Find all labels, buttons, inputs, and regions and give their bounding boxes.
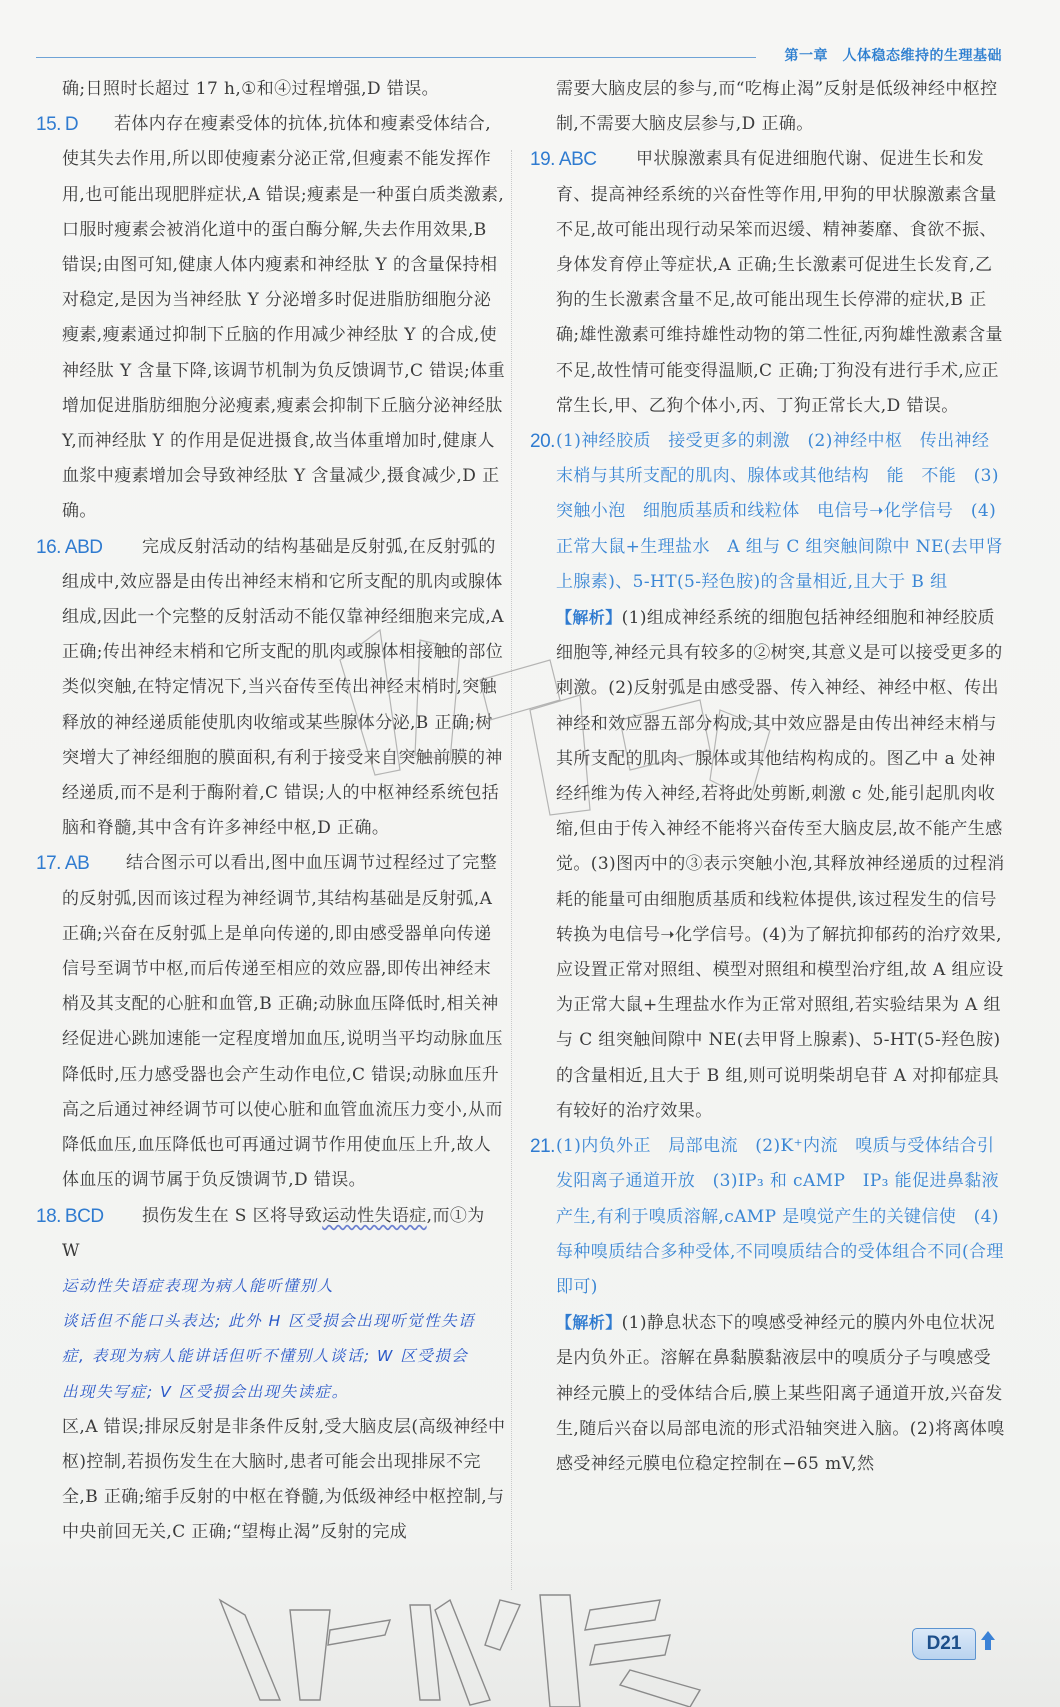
answer-text: (1)内负外正 局部电流 (2)K⁺内流 嗅质与受体结合引发阳离子通道开放 (3)IP₃ 和 cAMP IP₃ 能促进鼻黏液产生,有利于嗅质溶解,cAMP 是嗅觉产生的关键信使 (4)每种嗅质结合多种受体,不同嗅质结合的受体组合不同(合理即可) [556,1136,1004,1297]
explanation-text: 甲状腺激素具有促进细胞代谢、促进生长和发育、提高神经系统的兴奋性等作用,甲狗的甲状腺激素含量不足,故可能出现行动呆笨而迟缓、精神萎靡、食欲不振、身体发育停止等症状,A 正确;生长激素可促进生长发育,乙狗的生长激素含量不足,故可能出现生长停滞的症状,B 正确;雄性激素可维持雄性动物的第二性征,丙狗雄性激素含量不足,故性情可能变得温顺,C 正确;丁狗没有进行手术,应正常生长,甲、乙狗个体小,丙、丁狗正常长大,D 错误。 [556,149,1003,416]
analysis [556,600,1006,1129]
question-number: 21. [530,1136,555,1158]
question-number: 19. ABC [530,149,597,171]
right-column [530,72,1006,1482]
question-number: 16. ABD [36,536,103,558]
question-number: 15. D [36,114,79,136]
page-number-badge: D21 [912,1628,976,1660]
explanation-text: 若体内存在瘦素受体的抗体,抗体和瘦素受体结合,使其失去作用,所以即使瘦素分泌正常,但瘦素不能发挥作用,也可能出现肥胖症状,A 错误;瘦素是一种蛋白质类激素,口服时瘦素会被消化道中的蛋白酶分解,失去作用效果,B 错误;由图可知,健康人体内瘦素和神经肽 Y 的含量保持相对稳定,是因为当神经肽 Y 分泌增多时促进脂肪细胞分泌瘦素,瘦素通过抑制下丘脑的作用减少神经肽 Y 的合成,使神经肽 Y 含量下降,该调节机制为负反馈调节,C 错误;体重增加促进脂肪细胞分泌瘦素,瘦素会抑制下丘脑分泌神经肽 Y,而神经肽 Y 的作用是促进摄食,故当体重增加时,健康人血浆中瘦素增加会导致神经肽 Y 含量减少,摄食减少,D 正确。 [62,114,505,522]
question-number: 17. AB [36,853,90,875]
column-divider [511,150,512,1590]
analysis [556,1305,1006,1482]
watermark-logo [200,1590,720,1707]
question-number: 20. [530,431,555,453]
analysis-text: (1)组成神经系统的细胞包括神经细胞和神经胶质细胞等,神经元具有较多的②树突,其意义是可以接受更多的刺激。(2)反射弧是由感受器、传入神经、神经中枢、传出神经和效应器五部分构成,其中效应器是由传出神经末梢与其所支配的肌肉、腺体或其他结构构成的。图乙中 a 处神经纤维为传入神经,若将此处剪断,刺激 c 处,能引起肌肉收缩,但由于传入神经不能将兴奋传至大脑皮层,故不能产生感觉。(3)图丙中的③表示突触小泡,其释放神经递质的过程消耗的能量可由细胞质基质和线粒体提供,该过程发生的信号转换为电信号➝化学信号。(4)为了解抗抑郁药的治疗效果,应设置正常对照组、模型对照组和模型治疗组,故 A 组应设为正常大鼠+生理盐水作为正常对照组,若实验结果为 A 组与 C 组突触间隙中 NE(去甲肾上腺素)、5-HT(5-羟色胺)的含量相近,且大于 B 组,则可说明柴胡皂苷 A 对抑郁症具有较好的治疗效果。 [556,608,1005,1121]
continuation-text: 确;日照时长超过 17 h,①和④过程增强,D 错误。 [62,79,439,99]
question-15 [36,107,508,529]
question-19 [530,142,1006,424]
analysis-label: 【解析】 [556,1313,622,1333]
question-20 [530,424,1006,1129]
explanation-text: 区,A 错误;排尿反射是非条件反射,受大脑皮层(高级神经中枢)控制,若损伤发生在大脑时,患者可能会出现排尿不完全,B 正确;缩手反射的中枢在脊髓,为低级神经中枢控制,与中央前回无关,C 正确;“望梅止渴”反射的完成 [62,1416,506,1543]
analysis-label: 【解析】 [556,608,622,628]
up-arrow-icon [980,1630,996,1654]
continuation-text: 需要大脑皮层的参与,而“吃梅止渴”反射是低级神经中枢控制,不需要大脑皮层参与,D 正确。 [556,79,998,135]
question-18: 18. BCD 损伤发生在 S 区将导致运动性失语症,而①为 W 运动性失语症表现为病人能听懂别人 谈话但不能口头表达; 此外 H 区受损会出现听觉性失语 症, 表现为病人能讲话但听不懂别人谈话; W 区受损会 出现失写症; V 区受损会出现失读症。 区,A 错误;排尿反射是非条件反射,受大脑皮层(高级神经中枢)控制,若损伤发生在大脑时,患者可能会出现排尿不完全,B 正确;缩手反射的中枢在脊髓,为低级神经中枢控制,与中央前回无关,C 正确;“望梅止渴”反射的完成 [36,1199,508,1551]
question-21 [530,1129,1006,1482]
question-17 [36,846,508,1198]
question-number: 18. BCD [36,1205,104,1227]
question-16 [36,530,508,847]
handwritten-note: 运动性失语症表现为病人能听懂别人 谈话但不能口头表达; 此外 H 区受损会出现听觉性失语 症, 表现为病人能讲话但听不懂别人谈话; W 区受损会 出现失写症; V 区受损会出现失读症。 [62,1276,476,1401]
explanation-text: 完成反射活动的结构基础是反射弧,在反射弧的组成中,效应器是由传出神经末梢和它所支配的肌肉或腺体组成,因此一个完整的反射活动不能仅靠神经细胞来完成,A 正确;传出神经末梢和它所支配的肌肉或腺体相接触的部位类似突触,在特定情况下,当兴奋传至传出神经末梢时,突触释放的神经递质能使肌肉收缩或某些腺体分泌,B 正确;树突增大了神经细胞的膜面积,有利于接受来自突触前膜的神经递质,而不是利于酶附着,C 错误;人的中枢神经系统包括脑和脊髓,其中含有许多神经中枢,D 正确。 [62,536,504,839]
left-column [36,72,508,1551]
answer-text: (1)神经胶质 接受更多的刺激 (2)神经中枢 传出神经末梢与其所支配的肌肉、腺体或其他结构 能 不能 (3)突触小泡 细胞质基质和线粒体 电信号➝化学信号 (4)正常大鼠+生理盐水 A 组与 C 组突触间隙中 NE(去甲肾上腺素)、5-HT(5-羟色胺)的含量相近,且大于 B 组 [556,431,1004,592]
explanation-text: 结合图示可以看出,图中血压调节过程经过了完整的反射弧,因而该过程为神经调节,其结构基础是反射弧,A 正确;兴奋在反射弧上是单向传递的,即由感受器单向传递信号至调节中枢,而后传递至相应的效应器,即传出神经末梢及其支配的心脏和血管,B 正确;动脉血压降低时,相关神经促进心跳加速能一定程度增加血压,说明当平均动脉血压降低时,压力感受器也会产生动作电位,C 错误;动脉血压升高之后通过神经调节可以使心脏和血管血流压力变小,从而降低血压,血压降低也可再通过调节作用使血压上升,故人体血压的调节属于负反馈调节,D 错误。 [62,853,503,1191]
chapter-title: 第一章 人体稳态维持的生理基础 [784,48,1002,64]
header-rule [36,57,756,58]
underlined-term: 运动性失语症 [322,1205,427,1226]
analysis-text: (1)静息状态下的嗅感受神经元的膜内外电位状况是内负外正。溶解在鼻黏膜黏液层中的嗅质分子与嗅感受神经元膜上的受体结合后,膜上某些阳离子通道开放,兴奋发生,随后兴奋以局部电流的形式沿轴突进入脑。(2)将离体嗅感受神经元膜电位稳定控制在−65 mV,然 [556,1313,1005,1474]
